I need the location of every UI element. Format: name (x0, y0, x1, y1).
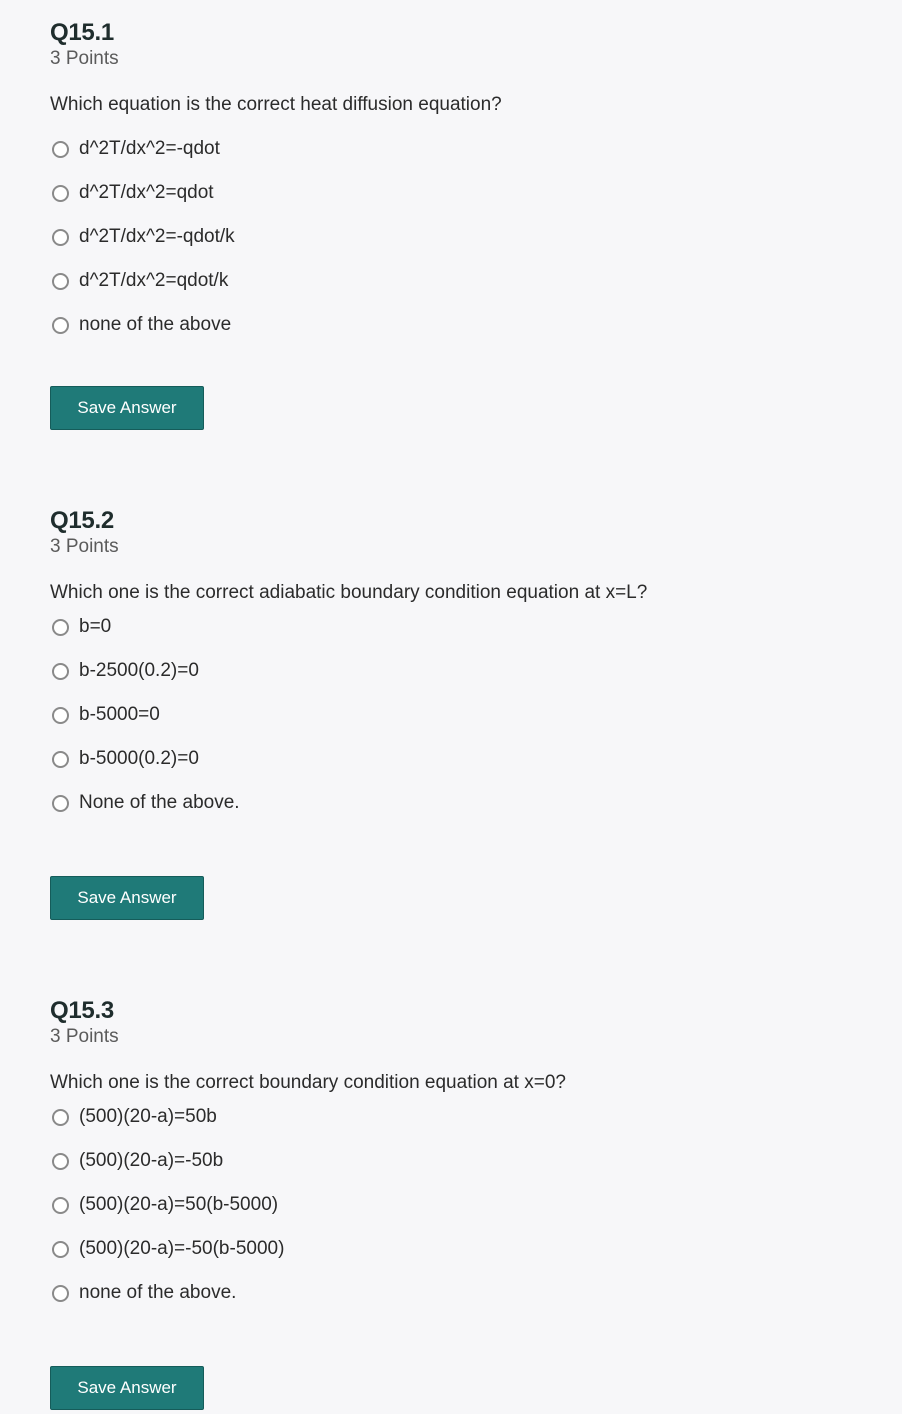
answer-option[interactable] (50, 171, 870, 215)
radio-button[interactable] (52, 141, 69, 158)
radio-button[interactable] (52, 1153, 69, 1170)
answer-option[interactable] (50, 781, 870, 825)
question-title: Q15.1 (50, 19, 114, 46)
answer-options (50, 605, 870, 825)
answer-option[interactable] (50, 649, 870, 693)
answer-option-label: b-2500(0.2)=0 (79, 660, 199, 681)
answer-option-label: d^2T/dx^2=qdot/k (79, 270, 229, 291)
answer-option[interactable] (50, 215, 870, 259)
answer-option-label: (500)(20-a)=-50(b-5000) (79, 1238, 285, 1259)
save-answer-button[interactable]: Save Answer (50, 386, 204, 430)
save-answer-button[interactable]: Save Answer (50, 876, 204, 920)
question-points: 3 Points (50, 48, 119, 69)
answer-options (50, 1095, 870, 1315)
answer-option[interactable] (50, 737, 870, 781)
answer-option-label: d^2T/dx^2=qdot (79, 182, 214, 203)
answer-option-label: none of the above. (79, 1282, 237, 1303)
answer-option-label: d^2T/dx^2=-qdot/k (79, 226, 235, 247)
question-points: 3 Points (50, 536, 119, 557)
question-title: Q15.2 (50, 507, 114, 534)
answer-option-label: b-5000=0 (79, 704, 160, 725)
question-15-1 (50, 19, 870, 417)
answer-option[interactable] (50, 1271, 870, 1315)
answer-option[interactable] (50, 259, 870, 303)
answer-option-label: (500)(20-a)=50(b-5000) (79, 1194, 279, 1215)
answer-option[interactable] (50, 127, 870, 171)
answer-option[interactable] (50, 605, 870, 649)
answer-option[interactable] (50, 1139, 870, 1183)
answer-option-label: b-5000(0.2)=0 (79, 748, 199, 769)
answer-option-label: none of the above (79, 314, 232, 335)
answer-option[interactable] (50, 1183, 870, 1227)
question-prompt: Which equation is the correct heat diffusion equation? (50, 94, 502, 115)
radio-button[interactable] (52, 229, 69, 246)
answer-option[interactable] (50, 303, 870, 347)
radio-button[interactable] (52, 707, 69, 724)
answer-option[interactable] (50, 1227, 870, 1271)
radio-button[interactable] (52, 185, 69, 202)
radio-button[interactable] (52, 1241, 69, 1258)
radio-button[interactable] (52, 273, 69, 290)
radio-button[interactable] (52, 619, 69, 636)
radio-button[interactable] (52, 1197, 69, 1214)
answer-option-label: (500)(20-a)=50b (79, 1106, 217, 1127)
answer-option-label: None of the above. (79, 792, 240, 813)
answer-options (50, 127, 870, 347)
question-prompt: Which one is the correct boundary condition equation at x=0? (50, 1072, 566, 1093)
answer-option[interactable] (50, 693, 870, 737)
radio-button[interactable] (52, 751, 69, 768)
radio-button[interactable] (52, 1285, 69, 1302)
answer-option[interactable] (50, 1095, 870, 1139)
question-prompt: Which one is the correct adiabatic boundary condition equation at x=L? (50, 582, 648, 603)
radio-button[interactable] (52, 1109, 69, 1126)
question-15-2 (50, 507, 870, 907)
answer-option-label: b=0 (79, 616, 112, 637)
save-answer-button[interactable]: Save Answer (50, 1366, 204, 1410)
question-15-3 (50, 997, 870, 1397)
question-title: Q15.3 (50, 997, 114, 1024)
radio-button[interactable] (52, 795, 69, 812)
answer-option-label: d^2T/dx^2=-qdot (79, 138, 220, 159)
question-points: 3 Points (50, 1026, 119, 1047)
answer-option-label: (500)(20-a)=-50b (79, 1150, 224, 1171)
radio-button[interactable] (52, 317, 69, 334)
radio-button[interactable] (52, 663, 69, 680)
